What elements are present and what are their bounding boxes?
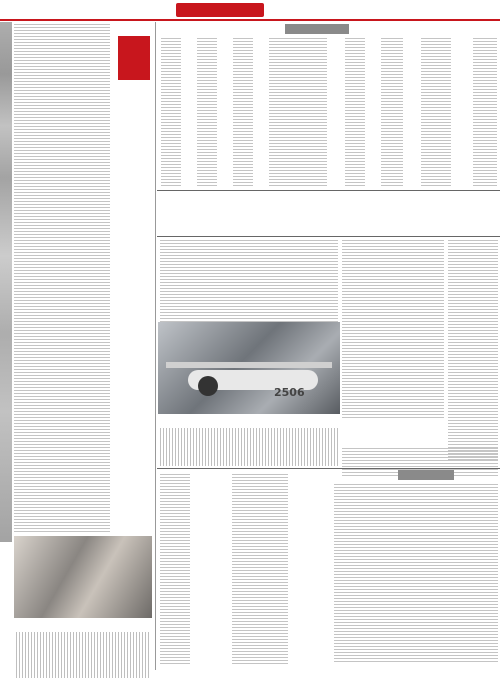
band-body-6 bbox=[381, 38, 403, 186]
editorial-tag bbox=[118, 36, 150, 80]
header-rule bbox=[0, 19, 500, 21]
bottom-body-left bbox=[160, 474, 190, 664]
kids-photo bbox=[14, 536, 152, 618]
band-body-5 bbox=[345, 38, 365, 186]
aircraft-caption-body bbox=[160, 428, 340, 466]
aircraft-wing bbox=[166, 362, 332, 368]
aircraft-propeller bbox=[198, 376, 218, 396]
left-divider bbox=[155, 22, 156, 670]
bottom-body-right bbox=[334, 484, 498, 664]
aircraft-tail-number: 2506 bbox=[274, 386, 305, 399]
band-body-2 bbox=[197, 38, 217, 186]
band-bottom-rule bbox=[157, 190, 500, 191]
side-index-strip bbox=[0, 22, 12, 542]
bottom-body-mid bbox=[232, 474, 288, 664]
band-tag-box bbox=[285, 24, 349, 34]
logo-box bbox=[176, 3, 264, 17]
editorial-body bbox=[14, 24, 110, 532]
kids-caption-body bbox=[16, 632, 150, 678]
band-body-8 bbox=[473, 38, 497, 186]
lead-body-far bbox=[448, 240, 498, 460]
masthead bbox=[0, 0, 500, 20]
left-column bbox=[0, 22, 155, 670]
band-body-4 bbox=[269, 38, 327, 186]
lead-body-right bbox=[342, 240, 444, 418]
top-band bbox=[157, 22, 500, 189]
weekly-tag-box bbox=[398, 470, 454, 480]
band-body-3 bbox=[233, 38, 253, 186]
band-body-7 bbox=[421, 38, 451, 186]
aircraft-photo bbox=[158, 322, 340, 414]
lead-body-top bbox=[160, 240, 338, 322]
mid-rule bbox=[157, 468, 500, 469]
band-body-1 bbox=[161, 38, 181, 186]
lead-sub-rule bbox=[157, 236, 500, 237]
